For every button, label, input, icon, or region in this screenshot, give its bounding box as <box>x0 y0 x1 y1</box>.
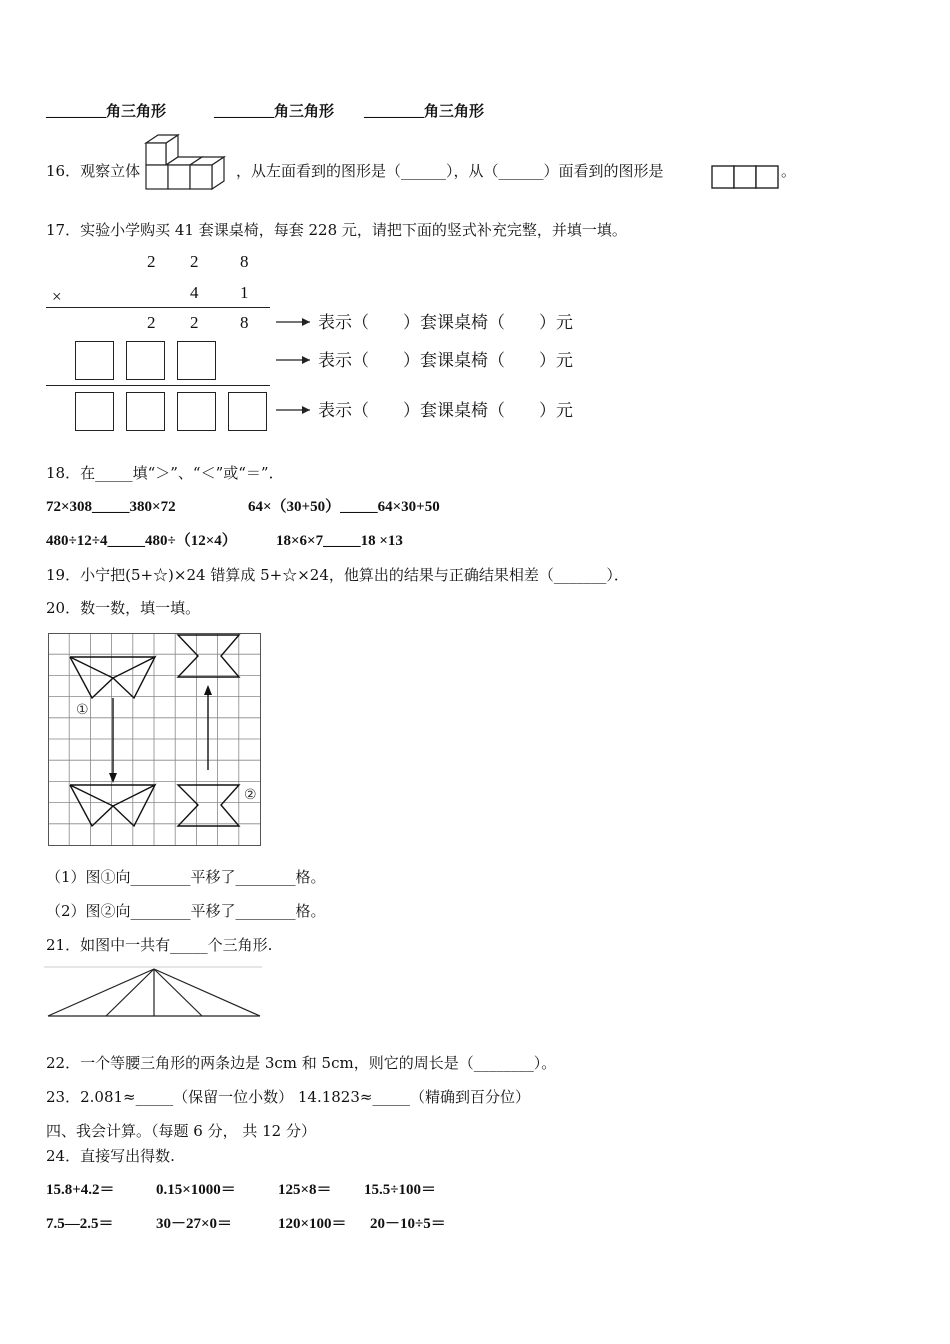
q17-label: 表示（ ）套课桌椅（ ）元 <box>318 351 573 371</box>
mult-digit: 4 <box>190 283 199 302</box>
mult-digit: 1 <box>240 283 249 302</box>
q15-answer-line <box>46 102 166 122</box>
answer-box[interactable] <box>177 341 216 380</box>
q15-suffix-3: 角三角形 <box>424 104 485 120</box>
q15-blank-3[interactable]: ________ <box>364 104 424 120</box>
q23-question: 23．2.081≈_____（保留一位小数） 14.1823≈_____（精确到百分位） <box>46 1088 530 1106</box>
arrow-right-icon <box>276 404 312 416</box>
section-heading: 四、我会计算。（每题 6 分， 共 12 分） <box>46 1122 316 1140</box>
q17-question: 17．实验小学购买 41 套课桌椅，每套 228 元，请把下面的竖式补充完整，并填一填。 <box>46 221 627 239</box>
bowtie-shape-2-moved <box>178 635 239 677</box>
calc-item: 125×8＝ <box>278 1182 332 1198</box>
mult-digit: 2 <box>147 252 156 271</box>
triangle-count-figure <box>44 964 264 1022</box>
q18-item: 18×6×7_____18 ×13 <box>276 533 403 549</box>
calc-item: 7.5—2.5＝ <box>46 1216 114 1232</box>
arrow-right-icon <box>276 316 312 328</box>
answer-box[interactable] <box>228 392 267 431</box>
figure-label-2: ② <box>244 787 257 803</box>
q16-middle: ，从左面看到的图形是（______），从（______）面看到的图形是 <box>236 162 664 180</box>
q20-part1: （1）图①向________平移了________格。 <box>46 868 326 886</box>
q15-blank-2[interactable]: ________ <box>214 104 274 120</box>
arrow-right-icon <box>276 354 312 366</box>
q22-question: 22．一个等腰三角形的两条边是 3cm 和 5cm，则它的周长是（________）。 <box>46 1054 557 1072</box>
calc-item: 0.15×1000＝ <box>156 1182 236 1198</box>
calc-item: 120×100＝ <box>278 1216 347 1232</box>
q16-view-shape <box>711 165 781 189</box>
calc-item: 20－10÷5＝ <box>370 1216 446 1232</box>
q17-label: 表示（ ）套课桌椅（ ）元 <box>318 401 573 421</box>
mult-digit: 2 <box>190 252 199 271</box>
q24-question: 24．直接写出得数. <box>46 1147 175 1165</box>
mult-digit: 8 <box>240 313 249 332</box>
q21-question: 21．如图中一共有_____个三角形. <box>46 936 273 954</box>
answer-box[interactable] <box>126 392 165 431</box>
q15-blank-1[interactable]: ________ <box>46 104 106 120</box>
butterfly-shape-1 <box>70 657 155 698</box>
bowtie-shape-2 <box>178 785 239 826</box>
q19-question: 19．小宁把(5+☆)×24 错算成 5+☆×24，他算出的结果与正确结果相差（_______）． <box>46 566 629 584</box>
calc-item: 15.5÷100＝ <box>364 1182 436 1198</box>
q16-end: 。 <box>781 162 797 180</box>
mult-divider <box>46 385 270 386</box>
translation-grid-figure <box>48 633 264 849</box>
q18-item: 72×308_____380×72 <box>46 499 176 515</box>
q15-answer-line <box>214 102 334 122</box>
q15-suffix-2: 角三角形 <box>274 104 335 120</box>
q18-item: 64×（30+50）_____64×30+50 <box>248 499 440 515</box>
mult-digit: 8 <box>240 252 249 271</box>
q18-item: 480÷12÷4_____480÷（12×4） <box>46 533 237 549</box>
q15-suffix-1: 角三角形 <box>106 104 167 120</box>
q15-answer-line <box>364 102 484 122</box>
mult-digit: 2 <box>147 313 156 332</box>
answer-box[interactable] <box>126 341 165 380</box>
calc-item: 15.8+4.2＝ <box>46 1182 115 1198</box>
answer-box[interactable] <box>75 341 114 380</box>
multiply-sign: × <box>52 287 62 306</box>
q16-prefix: 16．观察立体 <box>46 162 141 180</box>
q16-solid-figure <box>146 133 230 191</box>
answer-box[interactable] <box>177 392 216 431</box>
mult-divider <box>46 307 270 308</box>
figure-label-1: ① <box>76 702 89 718</box>
q20-question: 20．数一数，填一填。 <box>46 599 201 617</box>
calc-item: 30－27×0＝ <box>156 1216 233 1232</box>
butterfly-shape-1-moved <box>70 785 155 826</box>
answer-box[interactable] <box>75 392 114 431</box>
mult-digit: 2 <box>190 313 199 332</box>
q18-question: 18．在_____填“＞”、“＜”或“＝”． <box>46 464 284 482</box>
q17-label: 表示（ ）套课桌椅（ ）元 <box>318 313 573 333</box>
q20-part2: （2）图②向________平移了________格。 <box>46 902 326 920</box>
